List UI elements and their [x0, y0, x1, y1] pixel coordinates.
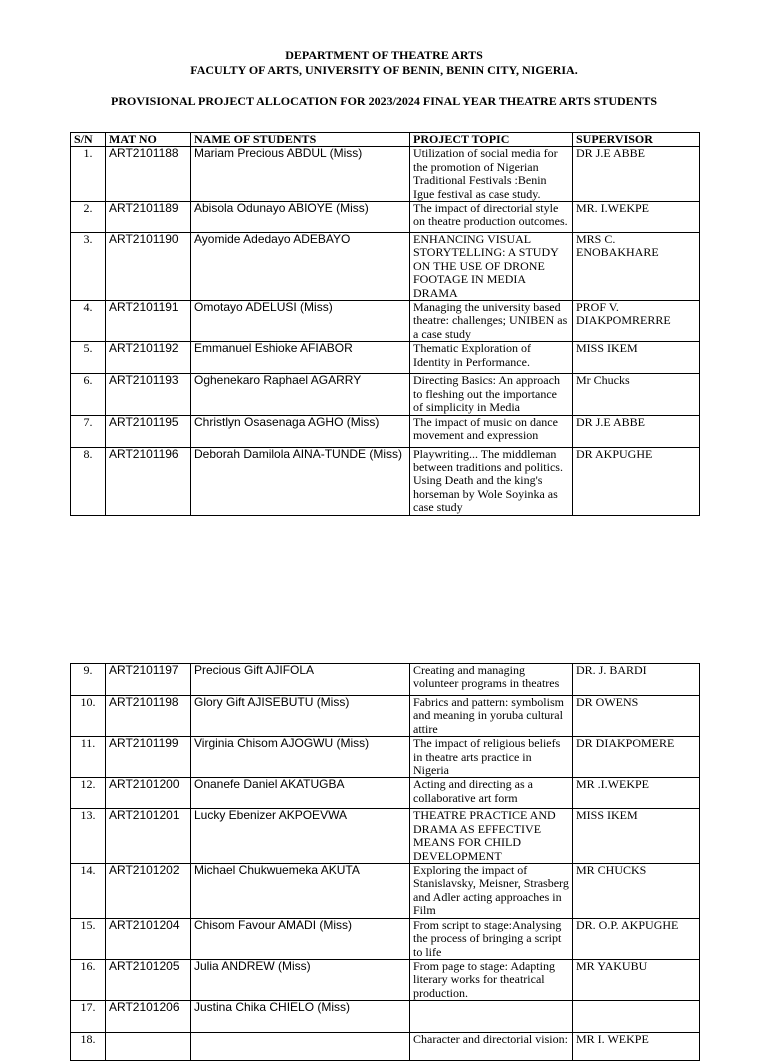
mat-no-cell: ART2101200: [106, 778, 191, 809]
serial-number-cell: 17.: [71, 1001, 106, 1033]
student-name-cell: Michael Chukwuemeka AKUTA: [191, 864, 410, 919]
table-row: [71, 415, 700, 447]
column-header-sn: S/N: [71, 133, 106, 147]
supervisor-cell: DR AKPUGHE: [573, 447, 700, 515]
project-topic-cell: THEATRE PRACTICE AND DRAMA AS EFFECTIVE MEANS FOR CHILD DEVELOPMENT: [410, 809, 573, 864]
table-row: [71, 918, 700, 959]
supervisor-cell: DR J.E ABBE: [573, 147, 700, 202]
serial-number-cell: 14.: [71, 864, 106, 919]
student-name-cell: Glory Gift AJISEBUTU (Miss): [191, 696, 410, 737]
faculty-heading: FACULTY OF ARTS, UNIVERSITY OF BENIN, BENIN CITY, NIGERIA.: [190, 63, 578, 77]
project-topic-cell: Thematic Exploration of Identity in Performance.: [410, 342, 573, 374]
serial-number-cell: 10.: [71, 696, 106, 737]
supervisor-cell: MR CHUCKS: [573, 864, 700, 919]
mat-no-cell: ART2101197: [106, 664, 191, 696]
student-name-cell: Virginia Chisom AJOGWU (Miss): [191, 737, 410, 778]
table-row: [71, 809, 700, 864]
serial-number-cell: 13.: [71, 809, 106, 864]
supervisor-cell: MR I. WEKPE: [573, 1033, 700, 1061]
serial-number-cell: 7.: [71, 415, 106, 447]
project-topic-cell: Exploring the impact of Stanislavsky, Meisner, Strasberg and Adler acting approaches in Film: [410, 864, 573, 919]
supervisor-cell: DR OWENS: [573, 696, 700, 737]
serial-number-cell: 4.: [71, 301, 106, 342]
student-name-cell: Julia ANDREW (Miss): [191, 959, 410, 1000]
project-topic-cell: Fabrics and pattern: symbolism and meaning in yoruba cultural attire: [410, 696, 573, 737]
student-name-cell: Lucky Ebenizer AKPOEVWA: [191, 809, 410, 864]
supervisor-cell: DR J.E ABBE: [573, 415, 700, 447]
mat-no-cell: ART2101190: [106, 233, 191, 301]
mat-no-cell: ART2101202: [106, 864, 191, 919]
document-title: PROVISIONAL PROJECT ALLOCATION FOR 2023/2024 FINAL YEAR THEATRE ARTS STUDENTS: [110, 94, 658, 108]
serial-number-cell: 8.: [71, 447, 106, 515]
student-name-cell: Mariam Precious ABDUL (Miss): [191, 147, 410, 202]
project-topic-cell: Utilization of social media for the promotion of Nigerian Traditional Festivals :Benin Igue festival as case study.: [410, 147, 573, 202]
allocation-table-page-1: [70, 132, 700, 516]
table-row: [71, 342, 700, 374]
table-row: [71, 778, 700, 809]
table-row: [71, 1033, 700, 1061]
supervisor-cell: MR YAKUBU: [573, 959, 700, 1000]
student-name-cell: Precious Gift AJIFOLA: [191, 664, 410, 696]
table-row: [71, 1001, 700, 1033]
mat-no-cell: ART2101189: [106, 202, 191, 233]
supervisor-cell: MR .I.WEKPE: [573, 778, 700, 809]
supervisor-cell: MRS C. ENOBAKHARE: [573, 233, 700, 301]
mat-no-cell: ART2101206: [106, 1001, 191, 1033]
student-name-cell: Emmanuel Eshioke AFIABOR: [191, 342, 410, 374]
table-row: [71, 864, 700, 919]
supervisor-cell: [573, 1001, 700, 1033]
student-name-cell: [191, 1033, 410, 1061]
supervisor-cell: PROF V. DIAKPOMRERRE: [573, 301, 700, 342]
serial-number-cell: 12.: [71, 778, 106, 809]
serial-number-cell: 5.: [71, 342, 106, 374]
supervisor-cell: MISS IKEM: [573, 809, 700, 864]
student-name-cell: Ayomide Adedayo ADEBAYO: [191, 233, 410, 301]
project-topic-cell: Playwriting... The middleman between traditions and politics. Using Death and the king's horseman by Wole Soyinka as case study: [410, 447, 573, 515]
mat-no-cell: ART2101188: [106, 147, 191, 202]
mat-no-cell: ART2101193: [106, 374, 191, 415]
table-row: [71, 696, 700, 737]
student-name-cell: Chisom Favour AMADI (Miss): [191, 918, 410, 959]
column-header-mat-no: MAT NO: [106, 133, 191, 147]
table-row: [71, 664, 700, 696]
student-name-cell: Abisola Odunayo ABIOYE (Miss): [191, 202, 410, 233]
student-name-cell: Deborah Damilola AINA-TUNDE (Miss): [191, 447, 410, 515]
project-topic-cell: ENHANCING VISUAL STORYTELLING: A STUDY ON THE USE OF DRONE FOOTAGE IN MEDIA DRAMA: [410, 233, 573, 301]
student-name-cell: Omotayo ADELUSI (Miss): [191, 301, 410, 342]
table-row: [71, 301, 700, 342]
mat-no-cell: ART2101196: [106, 447, 191, 515]
project-topic-cell: Creating and managing volunteer programs in theatres: [410, 664, 573, 696]
mat-no-cell: [106, 1033, 191, 1061]
student-name-cell: Oghenekaro Raphael AGARRY: [191, 374, 410, 415]
serial-number-cell: 2.: [71, 202, 106, 233]
table-row: [71, 202, 700, 233]
table-row: [71, 233, 700, 301]
serial-number-cell: 3.: [71, 233, 106, 301]
project-topic-cell: From script to stage:Analysing the process of bringing a script to life: [410, 918, 573, 959]
project-topic-cell: Character and directorial vision:: [410, 1033, 573, 1061]
supervisor-cell: MR. I.WEKPE: [573, 202, 700, 233]
table-row: [71, 147, 700, 202]
student-name-cell: Christlyn Osasenaga AGHO (Miss): [191, 415, 410, 447]
project-topic-cell: The impact of directorial style on theatre production outcomes.: [410, 202, 573, 233]
table-row: [71, 374, 700, 415]
mat-no-cell: ART2101198: [106, 696, 191, 737]
serial-number-cell: 6.: [71, 374, 106, 415]
supervisor-cell: DR. O.P. AKPUGHE: [573, 918, 700, 959]
project-topic-cell: The impact of music on dance movement and expression: [410, 415, 573, 447]
project-topic-cell: Acting and directing as a collaborative art form: [410, 778, 573, 809]
mat-no-cell: ART2101191: [106, 301, 191, 342]
table-header-row: [71, 133, 700, 147]
serial-number-cell: 18.: [71, 1033, 106, 1061]
serial-number-cell: 15.: [71, 918, 106, 959]
serial-number-cell: 1.: [71, 147, 106, 202]
mat-no-cell: ART2101192: [106, 342, 191, 374]
project-topic-cell: Directing Basics: An approach to fleshing out the importance of simplicity in Media: [410, 374, 573, 415]
column-header-topic: PROJECT TOPIC: [410, 133, 573, 147]
column-header-supervisor: SUPERVISOR: [573, 133, 700, 147]
project-topic-cell: [410, 1001, 573, 1033]
table-row: [71, 737, 700, 778]
mat-no-cell: ART2101204: [106, 918, 191, 959]
serial-number-cell: 9.: [71, 664, 106, 696]
allocation-table-page-2: [70, 663, 700, 1061]
table-row: [71, 959, 700, 1000]
project-topic-cell: From page to stage: Adapting literary works for theatrical production.: [410, 959, 573, 1000]
supervisor-cell: DR DIAKPOMERE: [573, 737, 700, 778]
supervisor-cell: Mr Chucks: [573, 374, 700, 415]
table-row: [71, 447, 700, 515]
department-heading: DEPARTMENT OF THEATRE ARTS: [285, 48, 483, 62]
mat-no-cell: ART2101195: [106, 415, 191, 447]
mat-no-cell: ART2101205: [106, 959, 191, 1000]
mat-no-cell: ART2101199: [106, 737, 191, 778]
student-name-cell: Justina Chika CHIELO (Miss): [191, 1001, 410, 1033]
supervisor-cell: MISS IKEM: [573, 342, 700, 374]
column-header-name: NAME OF STUDENTS: [191, 133, 410, 147]
project-topic-cell: The impact of religious beliefs in theatre arts practice in Nigeria: [410, 737, 573, 778]
student-name-cell: Onanefe Daniel AKATUGBA: [191, 778, 410, 809]
serial-number-cell: 16.: [71, 959, 106, 1000]
supervisor-cell: DR. J. BARDI: [573, 664, 700, 696]
project-topic-cell: Managing the university based theatre: challenges; UNIBEN as a case study: [410, 301, 573, 342]
serial-number-cell: 11.: [71, 737, 106, 778]
mat-no-cell: ART2101201: [106, 809, 191, 864]
